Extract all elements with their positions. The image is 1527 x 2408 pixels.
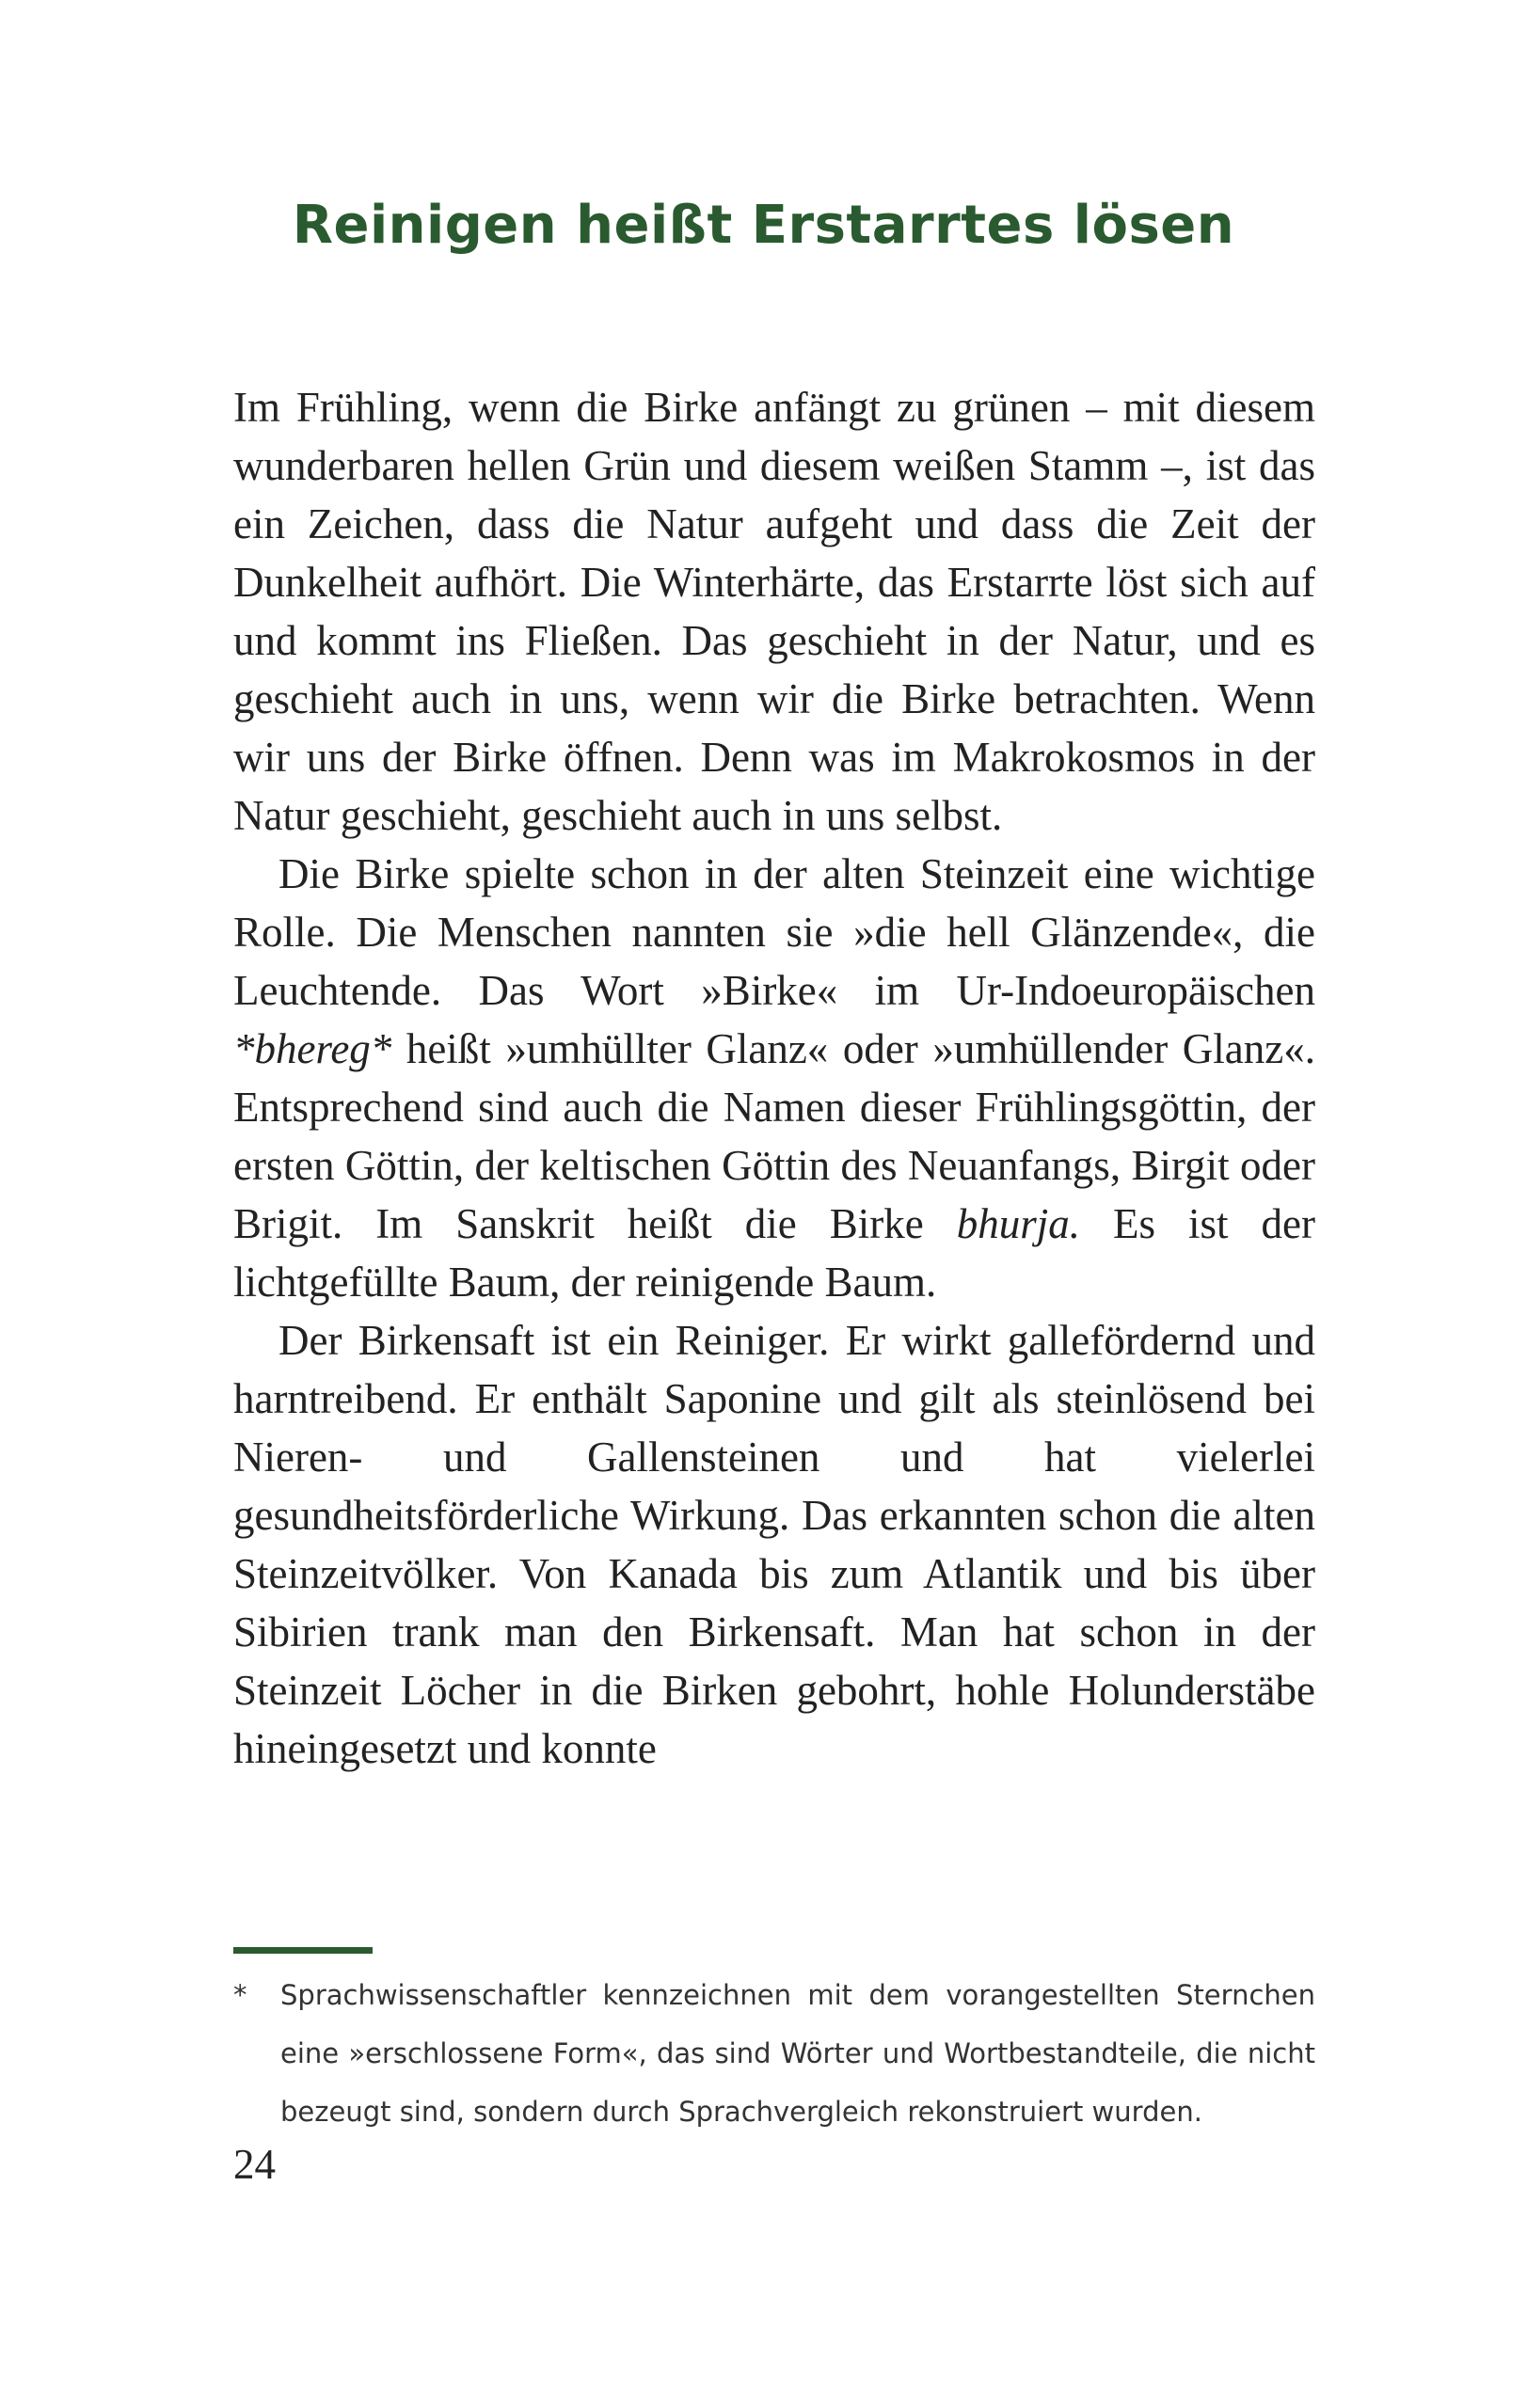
page-number: 24 [233, 2141, 276, 2188]
footnote-marker: * [233, 1979, 247, 2011]
paragraph-2-text-a: Die Birke spielte schon in der alten Steinzeit eine wichtige Rolle. Die Menschen nannten sie »die hell Glänzende«, die Leuchtende. Das Wort »Birke« im Ur-Indoeuropäischen [233, 850, 1315, 1014]
paragraph-2-text-c: Es ist der lichtgefüllte Baum, der reinigende Baum. [233, 1200, 1315, 1306]
paragraph-2-italic-term-2: bhurja. [956, 1200, 1080, 1247]
paragraph-2-italic-term: *bhereg* [233, 1025, 392, 1072]
paragraph-2 [233, 845, 1315, 1311]
footnote-text: Sprachwissenschaftler kennzeichnen mit dem vorangestellten Sternchen eine »erschlossene Form«, das sind Wörter und Wortbestandteile, die nicht bezeugt sind, sondern durch Sprachvergleich rekonstruiert wurden. [280, 1979, 1315, 2128]
paragraph-1: Im Frühling, wenn die Birke anfängt zu grünen – mit diesem wunderbaren hellen Grün und diesem weißen Stamm –, ist das ein Zeichen, dass die Natur aufgeht und dass die Zeit der Dunkelheit aufhört. Die Winterhärte, das Erstarrte löst sich auf und kommt ins Fließen. Das geschieht in der Natur, und es geschieht auch in uns, wenn wir die Birke betrachten. Wenn wir uns der Birke öffnen. Denn was im Makrokosmos in der Natur geschieht, geschieht auch in uns selbst. [233, 384, 1315, 839]
body-text [233, 378, 1315, 1778]
footnote [233, 1966, 1315, 2141]
paragraph-3: Der Birkensaft ist ein Reiniger. Er wirkt gallefördernd und harntreibend. Er enthält Saponine und gilt als steinlösend bei Nieren- und Gallensteinen und hat vielerlei gesundheitsförderliche Wirkung. Das erkannten schon die alten Steinzeitvölker. Von Kanada bis zum Atlantik und bis über Sibirien trank man den Birkensaft. Man hat schon in der Steinzeit Löcher in die Birken gebohrt, hohle Holunderstäbe hineingesetzt und konnte [233, 1317, 1315, 1772]
paragraph-2-text-b: heißt »umhüllter Glanz« oder »umhüllender Glanz«. Entsprechend sind auch die Namen dieser Frühlingsgöttin, der ersten Göttin, der keltischen Göttin des Neuanfangs, Birgit oder Brigit. Im Sanskrit heißt die Birke [233, 1025, 1315, 1247]
footnote-divider [233, 1947, 373, 1954]
chapter-title: Reinigen heißt Erstarrtes lösen [292, 195, 1235, 256]
